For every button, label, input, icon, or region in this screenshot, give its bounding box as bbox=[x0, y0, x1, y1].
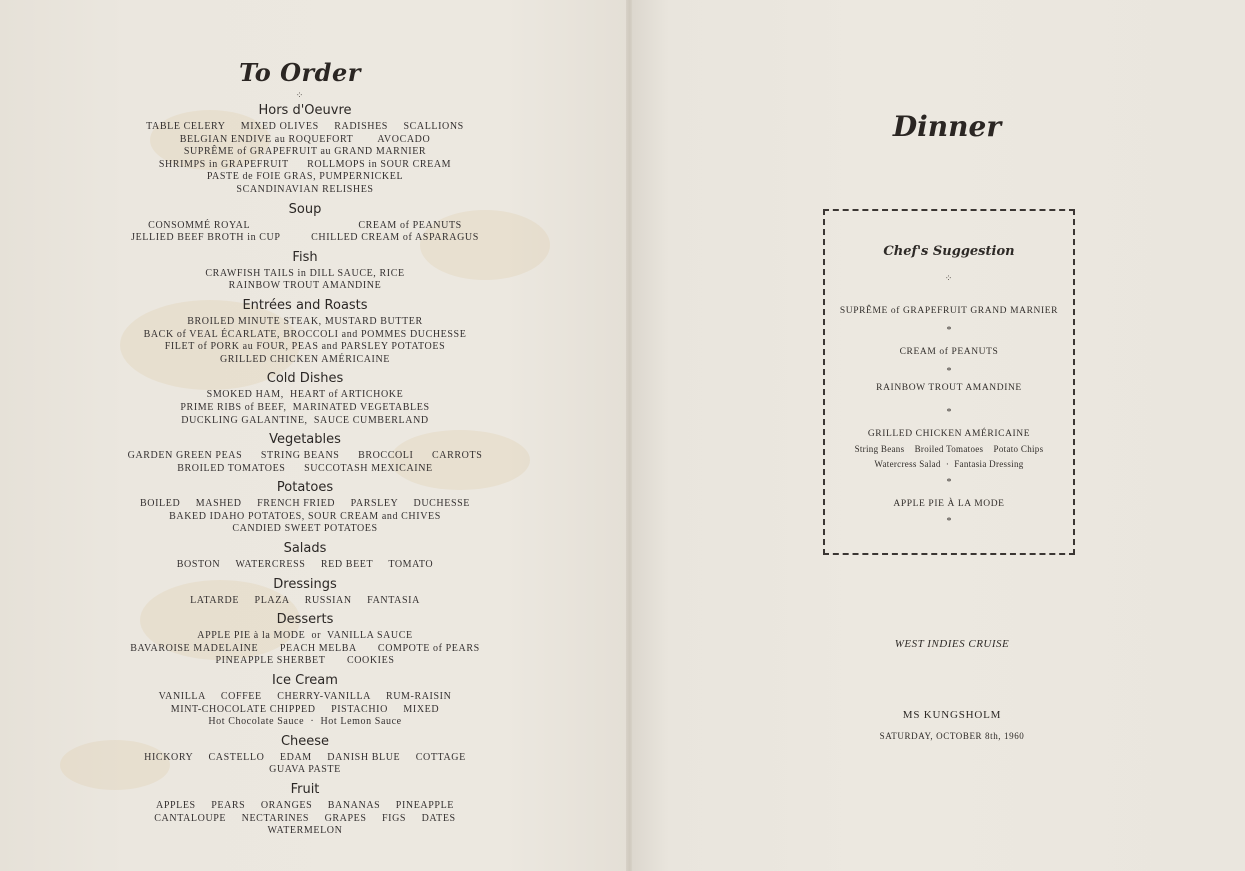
section-title: Cheese bbox=[280, 733, 330, 749]
section-title: Soup bbox=[288, 201, 322, 217]
ship-name: MS KUNGSHOLM bbox=[902, 709, 1002, 721]
menu-line: GUAVA PASTE bbox=[269, 764, 341, 776]
cruise-name: WEST INDIES CRUISE bbox=[894, 638, 1010, 650]
menu-section bbox=[110, 103, 500, 197]
menu-date: SATURDAY, OCTOBER 8th, 1960 bbox=[879, 731, 1025, 741]
menu-section bbox=[110, 480, 500, 536]
menu-line: GARDEN GREEN PEAS STRING BEANS BROCCOLI CARROTS bbox=[127, 450, 483, 462]
menu-line: PINEAPPLE SHERBET COOKIES bbox=[215, 655, 395, 667]
course-sides: Watercress Salad · Fantasia Dressing bbox=[874, 459, 1024, 469]
course-item: SUPRÊME of GRAPEFRUIT GRAND MARNIER bbox=[839, 306, 1059, 316]
section-title: Dressings bbox=[273, 576, 337, 592]
menu-line: CONSOMMÉ ROYAL CREAM of PEANUTS bbox=[148, 219, 462, 231]
menu-line: BACK of VEAL ÉCARLATE, BROCCOLI and POMMES DUCHESSE bbox=[143, 328, 467, 340]
a-la-carte-menu bbox=[110, 103, 500, 843]
menu-line: Hot Chocolate Sauce · Hot Lemon Sauce bbox=[208, 716, 402, 728]
menu-section bbox=[110, 202, 500, 245]
menu-section bbox=[110, 673, 500, 729]
chefs-suggestion-title: Chef's Suggestion bbox=[883, 244, 1015, 259]
course-item: GRILLED CHICKEN AMÉRICAINE bbox=[867, 429, 1031, 439]
course-item: APPLE PIE À LA MODE bbox=[893, 499, 1005, 509]
menu-line: SCANDINAVIAN RELISHES bbox=[236, 183, 374, 195]
menu-line: BELGIAN ENDIVE au ROQUEFORT AVOCADO bbox=[179, 133, 431, 145]
menu-line: HICKORY CASTELLO EDAM DANISH BLUE COTTAGE bbox=[144, 751, 466, 763]
chefs-suggestion-box bbox=[823, 209, 1075, 555]
section-title: Fish bbox=[292, 249, 318, 265]
menu-line: CANTALOUPE NECTARINES GRAPES FIGS DATES bbox=[154, 812, 456, 824]
section-title: Entrées and Roasts bbox=[242, 297, 368, 313]
star-divider-icon: * bbox=[946, 366, 952, 377]
menu-section bbox=[110, 298, 500, 366]
menu-section bbox=[110, 782, 500, 838]
menu-line: SMOKED HAM, HEART of ARTICHOKE bbox=[206, 389, 404, 401]
menu-line: RAINBOW TROUT AMANDINE bbox=[228, 280, 382, 292]
star-divider-icon: * bbox=[946, 407, 952, 418]
menu-section bbox=[110, 734, 500, 777]
section-title: Hors d'Oeuvre bbox=[258, 103, 352, 118]
menu-line: GRILLED CHICKEN AMÉRICAINE bbox=[219, 353, 391, 365]
section-title: Vegetables bbox=[269, 432, 341, 448]
menu-line: CRAWFISH TAILS in DILL SAUCE, RICE bbox=[205, 267, 405, 279]
course-item: RAINBOW TROUT AMANDINE bbox=[876, 383, 1022, 393]
star-divider-icon: * bbox=[946, 477, 952, 488]
menu-line: VANILLA COFFEE CHERRY-VANILLA RUM-RAISIN bbox=[158, 691, 452, 703]
course-item: CREAM of PEANUTS bbox=[899, 347, 999, 357]
section-title: Potatoes bbox=[276, 480, 334, 496]
menu-line: MINT-CHOCOLATE CHIPPED PISTACHIO MIXED bbox=[170, 703, 440, 715]
menu-line: BOILED MASHED FRENCH FRIED PARSLEY DUCHESSE bbox=[140, 498, 470, 510]
menu-line: BAVAROISE MADELAINE PEACH MELBA COMPOTE of PEARS bbox=[130, 642, 480, 654]
menu-line: APPLE PIE à la MODE or VANILLA SAUCE bbox=[197, 630, 413, 642]
section-title: Salads bbox=[283, 541, 327, 557]
menu-line: PASTE de FOIE GRAS, PUMPERNICKEL bbox=[206, 171, 404, 183]
dinner-title: Dinner bbox=[892, 110, 1002, 143]
star-divider-icon: * bbox=[946, 516, 952, 527]
menu-line: DUCKLING GALANTINE, SAUCE CUMBERLAND bbox=[181, 414, 429, 426]
section-title: Ice Cream bbox=[272, 673, 338, 689]
menu-line: BAKED IDAHO POTATOES, SOUR CREAM and CHIVES bbox=[169, 510, 441, 522]
menu-line: LATARDE PLAZA RUSSIAN FANTASIA bbox=[190, 594, 420, 606]
menu-line: BROILED MINUTE STEAK, MUSTARD BUTTER bbox=[187, 315, 423, 327]
menu-line: BROILED TOMATOES SUCCOTASH MEXICAINE bbox=[177, 462, 433, 474]
menu-line: TABLE CELERY MIXED OLIVES RADISHES SCALLIONS bbox=[146, 121, 464, 132]
section-title: Cold Dishes bbox=[266, 371, 344, 387]
menu-line: BOSTON WATERCRESS RED BEET TOMATO bbox=[176, 559, 434, 571]
ornament-icon: ⁘ bbox=[295, 90, 305, 100]
menu-line: FILET of PORK au FOUR, PEAS and PARSLEY POTATOES bbox=[164, 341, 446, 353]
menu-line: JELLIED BEEF BROTH in CUP CHILLED CREAM of ASPARAGUS bbox=[131, 232, 479, 244]
menu-section bbox=[110, 250, 500, 293]
menu-section bbox=[110, 541, 500, 572]
menu-section bbox=[110, 577, 500, 608]
menu-section bbox=[110, 432, 500, 475]
menu-line: APPLES PEARS ORANGES BANANAS PINEAPPLE bbox=[156, 800, 454, 811]
ornament-icon: ⁘ bbox=[944, 273, 954, 283]
menu-section bbox=[110, 612, 500, 668]
star-divider-icon: * bbox=[946, 325, 952, 336]
section-title: Fruit bbox=[290, 782, 320, 797]
course-sides: String Beans Broiled Tomatoes Potato Chips bbox=[854, 444, 1044, 454]
menu-section bbox=[110, 371, 500, 427]
section-title: Desserts bbox=[276, 612, 334, 628]
menu-line: PRIME RIBS of BEEF, MARINATED VEGETABLES bbox=[180, 401, 430, 413]
menu-line: WATERMELON bbox=[267, 825, 343, 837]
menu-line: CANDIED SWEET POTATOES bbox=[232, 523, 378, 535]
to-order-title: To Order bbox=[239, 58, 361, 87]
menu-line: SHRIMPS in GRAPEFRUIT ROLLMOPS in SOUR CREAM bbox=[158, 158, 452, 170]
menu-line: SUPRÊME of GRAPEFRUIT au GRAND MARNIER bbox=[183, 146, 427, 158]
